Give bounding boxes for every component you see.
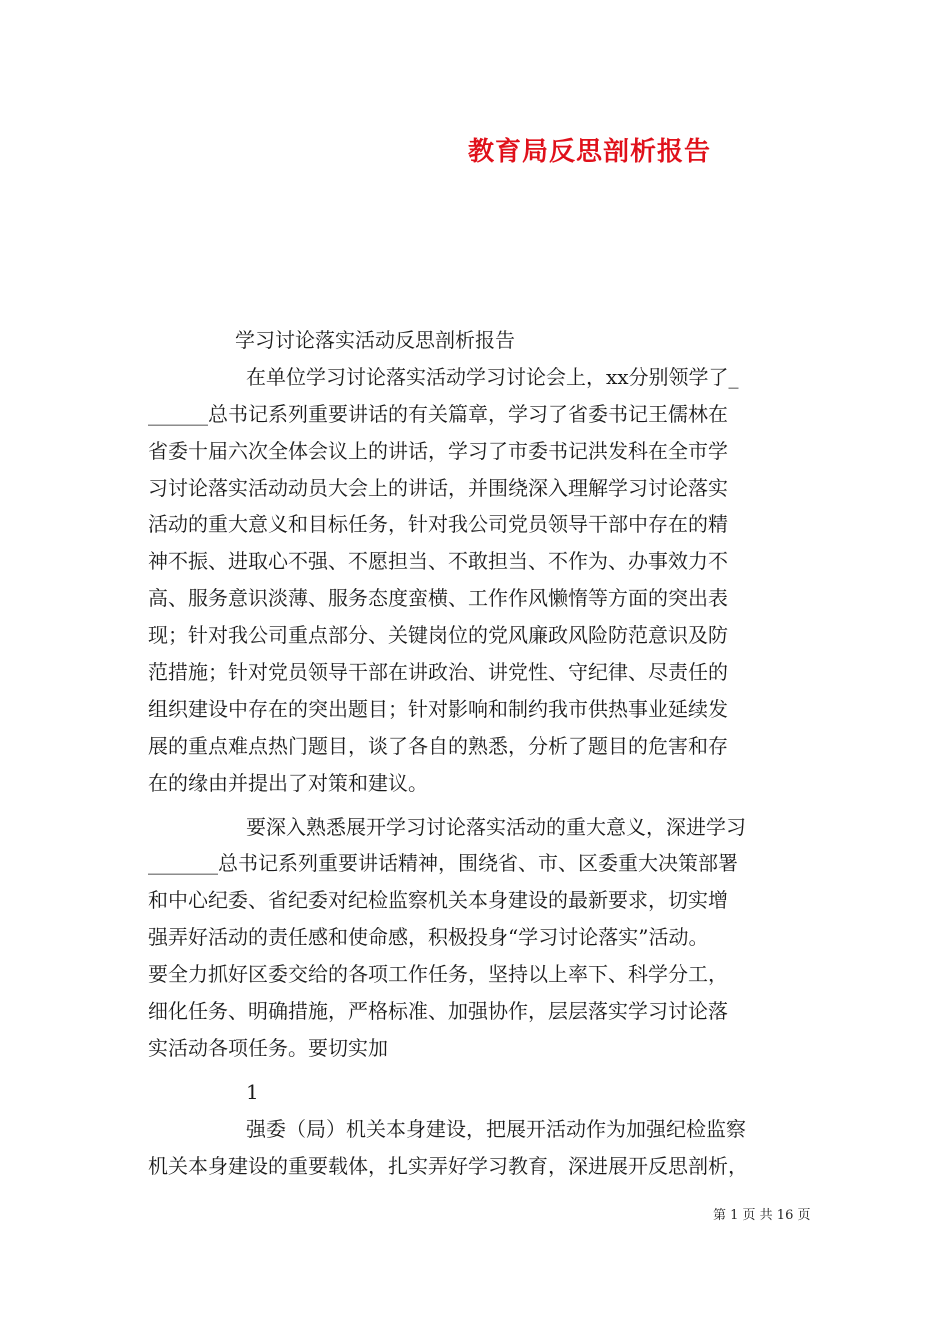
text-line: 展的重点难点热门题目，谈了各自的熟悉，分析了题目的危害和存 <box>148 733 728 758</box>
text-line: 要全力抓好区委交给的各项工作任务，坚持以上率下、科学分工， <box>148 962 728 987</box>
text-line: 细化任务、明确措施，严格标准、加强协作，层层落实学习讨论落 <box>148 999 728 1024</box>
document-title: 教育局反思剖析报告 <box>468 137 712 167</box>
text-line: 范措施；针对党员领导干部在讲政治、讲党性、守纪律、尽责任的 <box>148 660 728 685</box>
paragraph-2 <box>148 809 808 1067</box>
page-footer: 第 1 页 共 16 页 <box>713 1208 811 1223</box>
text-line: 神不振、进取心不强、不愿担当、不敢担当、不作为、办事效力不 <box>148 549 728 574</box>
text-line: 省委十届六次全体会议上的讲话，学习了市委书记洪发科在全市学 <box>148 438 728 463</box>
text-line: 现；针对我公司重点部分、关键岗位的党风廉政风险防范意识及防 <box>148 623 728 648</box>
report-subtitle: 学习讨论落实活动反思剖析报告 <box>235 328 515 352</box>
text-line: 活动的重大意义和目标任务，针对我公司党员领导干部中存在的精 <box>148 512 728 537</box>
text-line: 高、服务意识淡薄、服务态度蛮横、工作作风懒惰等方面的突出表 <box>148 586 728 611</box>
text-line: 要深入熟悉展开学习讨论落实活动的重大意义，深进学习 <box>246 814 746 839</box>
text-line: 强委（局）机关本身建设，把展开活动作为加强纪检监察 <box>246 1116 746 1141</box>
paragraph-1 <box>148 359 808 802</box>
inline-page-number: 1 <box>246 1079 259 1104</box>
paragraph-3 <box>148 1111 808 1185</box>
text-line: 习讨论落实活动动员大会上的讲话，并围绕深入理解学习讨论落实 <box>148 475 728 500</box>
text-line: 组织建设中存在的突出题目；针对影响和制约我市供热事业延续发 <box>148 696 728 721</box>
text-line: 和中心纪委、省纪委对纪检监察机关本身建设的最新要求，切实增 <box>148 888 728 913</box>
text-line: 在的缘由并提出了对策和建议。 <box>148 770 428 795</box>
document-body <box>148 322 808 1184</box>
text-line: 机关本身建设的重要载体，扎实弄好学习教育，深进展开反思剖析， <box>148 1153 748 1178</box>
text-line: _______总书记系列重要讲话精神，围绕省、市、区委重大决策部署 <box>148 851 738 876</box>
text-line: ______总书记系列重要讲话的有关篇章，学习了省委书记王儒林在 <box>148 401 728 426</box>
text-line: 实活动各项任务。要切实加 <box>148 1035 388 1060</box>
text-line: 强弄好活动的责任感和使命感，积极投身“学习讨论落实”活动。 <box>148 925 709 950</box>
text-line: 在单位学习讨论落实活动学习讨论会上，xx分别领学了_ <box>246 364 739 389</box>
